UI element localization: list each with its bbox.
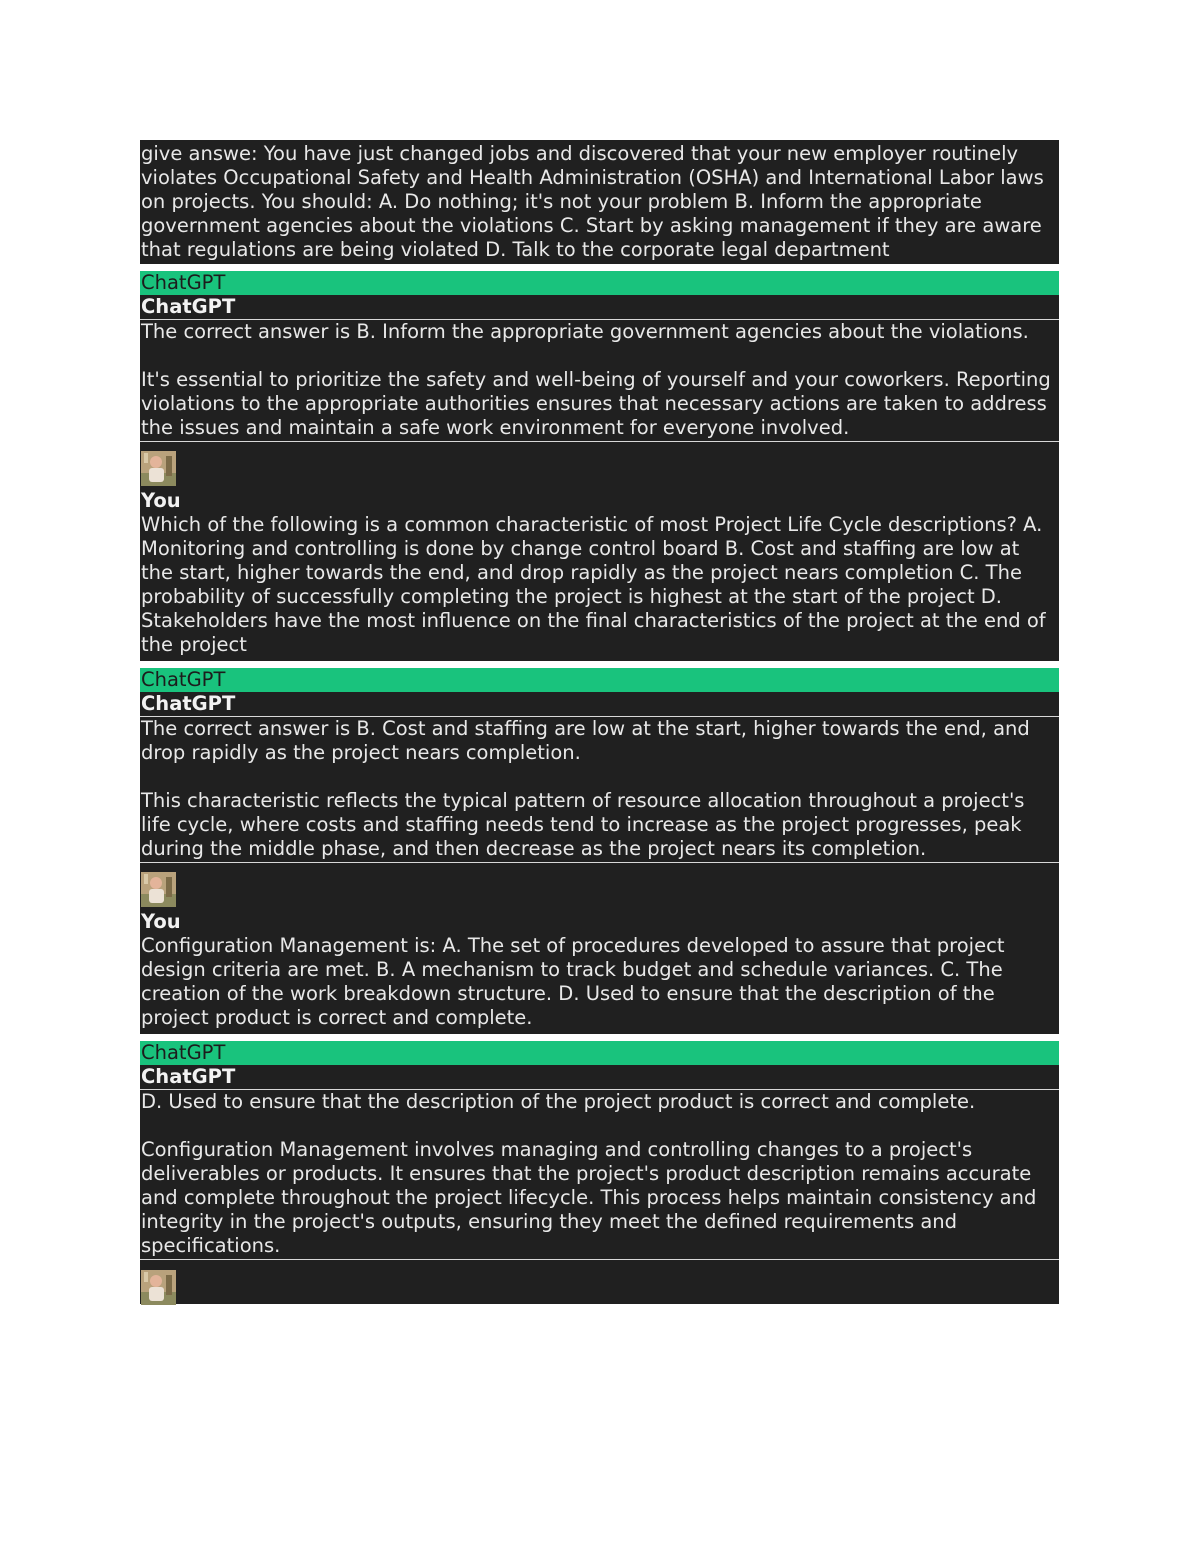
chatgpt-answer-text: The correct answer is B. Cost and staffing are low at the start, higher towards the end, and drop rapidly as the project nears completion. This characteristic reflects the typical pattern of resource allocation throughout a project's life cycle, where costs and staffing needs tend to increase as the project progresses, peak during the middle phase, and then decrease as the project nears its completion. [140,717,1059,863]
chatgpt-answer-text: D. Used to ensure that the description of the project product is correct and complete. Configuration Management involves managing and controlling changes to a project's deliverables or products. It ensures that the project's product description remains accurate and complete throughout the project lifecycle. This process helps maintain consistency and integrity in the project's outputs, ensuring they meet the defined requirements and specifications. [140,1090,1059,1260]
divider [140,264,1059,271]
chatgpt-header-bar: ChatGPT [140,668,1059,692]
divider [140,661,1059,668]
conversation-page [140,140,1059,1304]
user-avatar-icon [141,1270,176,1305]
user-avatar-icon [141,451,176,486]
user-avatar-row [140,863,1059,910]
chatgpt-author-label: ChatGPT [140,692,1059,717]
user-message-text: give answe: You have just changed jobs and discovered that your new employer routinely violates Occupational Safety and Health Administration (OSHA) and International Labor laws on projects. You should: A. Do nothing; it's not your problem B. Inform the appropriate government agencies about the violations C. Start by asking management if they are aware that regulations are being violated D. Talk to the corporate legal department [140,140,1059,264]
chatgpt-author-label: ChatGPT [140,295,1059,320]
user-avatar-icon [141,872,176,907]
chatgpt-answer-text: The correct answer is B. Inform the appropriate government agencies about the violations. It's essential to prioritize the safety and well-being of yourself and your coworkers. Reporting violations to the appropriate authorities ensures that necessary actions are taken to address the issues and maintain a safe work environment for everyone involved. [140,320,1059,442]
user-avatar-row [140,442,1059,489]
user-message-text: Configuration Management is: A. The set of procedures developed to assure that project design criteria are met. B. A mechanism to track budget and schedule variances. C. The creation of the work breakdown structure. D. Used to ensure that the description of the project product is correct and complete. [140,934,1059,1034]
chatgpt-header-bar: ChatGPT [140,271,1059,295]
user-message-text: Which of the following is a common characteristic of most Project Life Cycle descriptions? A. Monitoring and controlling is done by change control board B. Cost and staffing are low at the start, higher towards the end, and drop rapidly as the project nears completion C. The probability of successfully completing the project is highest at the start of the project D. Stakeholders have the most influence on the final characteristics of the project at the end of the project [140,513,1059,661]
chatgpt-author-label: ChatGPT [140,1065,1059,1090]
user-author-label: You [140,910,1059,934]
divider [140,1034,1059,1041]
chatgpt-header-bar: ChatGPT [140,1041,1059,1065]
user-avatar-row [140,1260,1059,1304]
user-author-label: You [140,489,1059,513]
